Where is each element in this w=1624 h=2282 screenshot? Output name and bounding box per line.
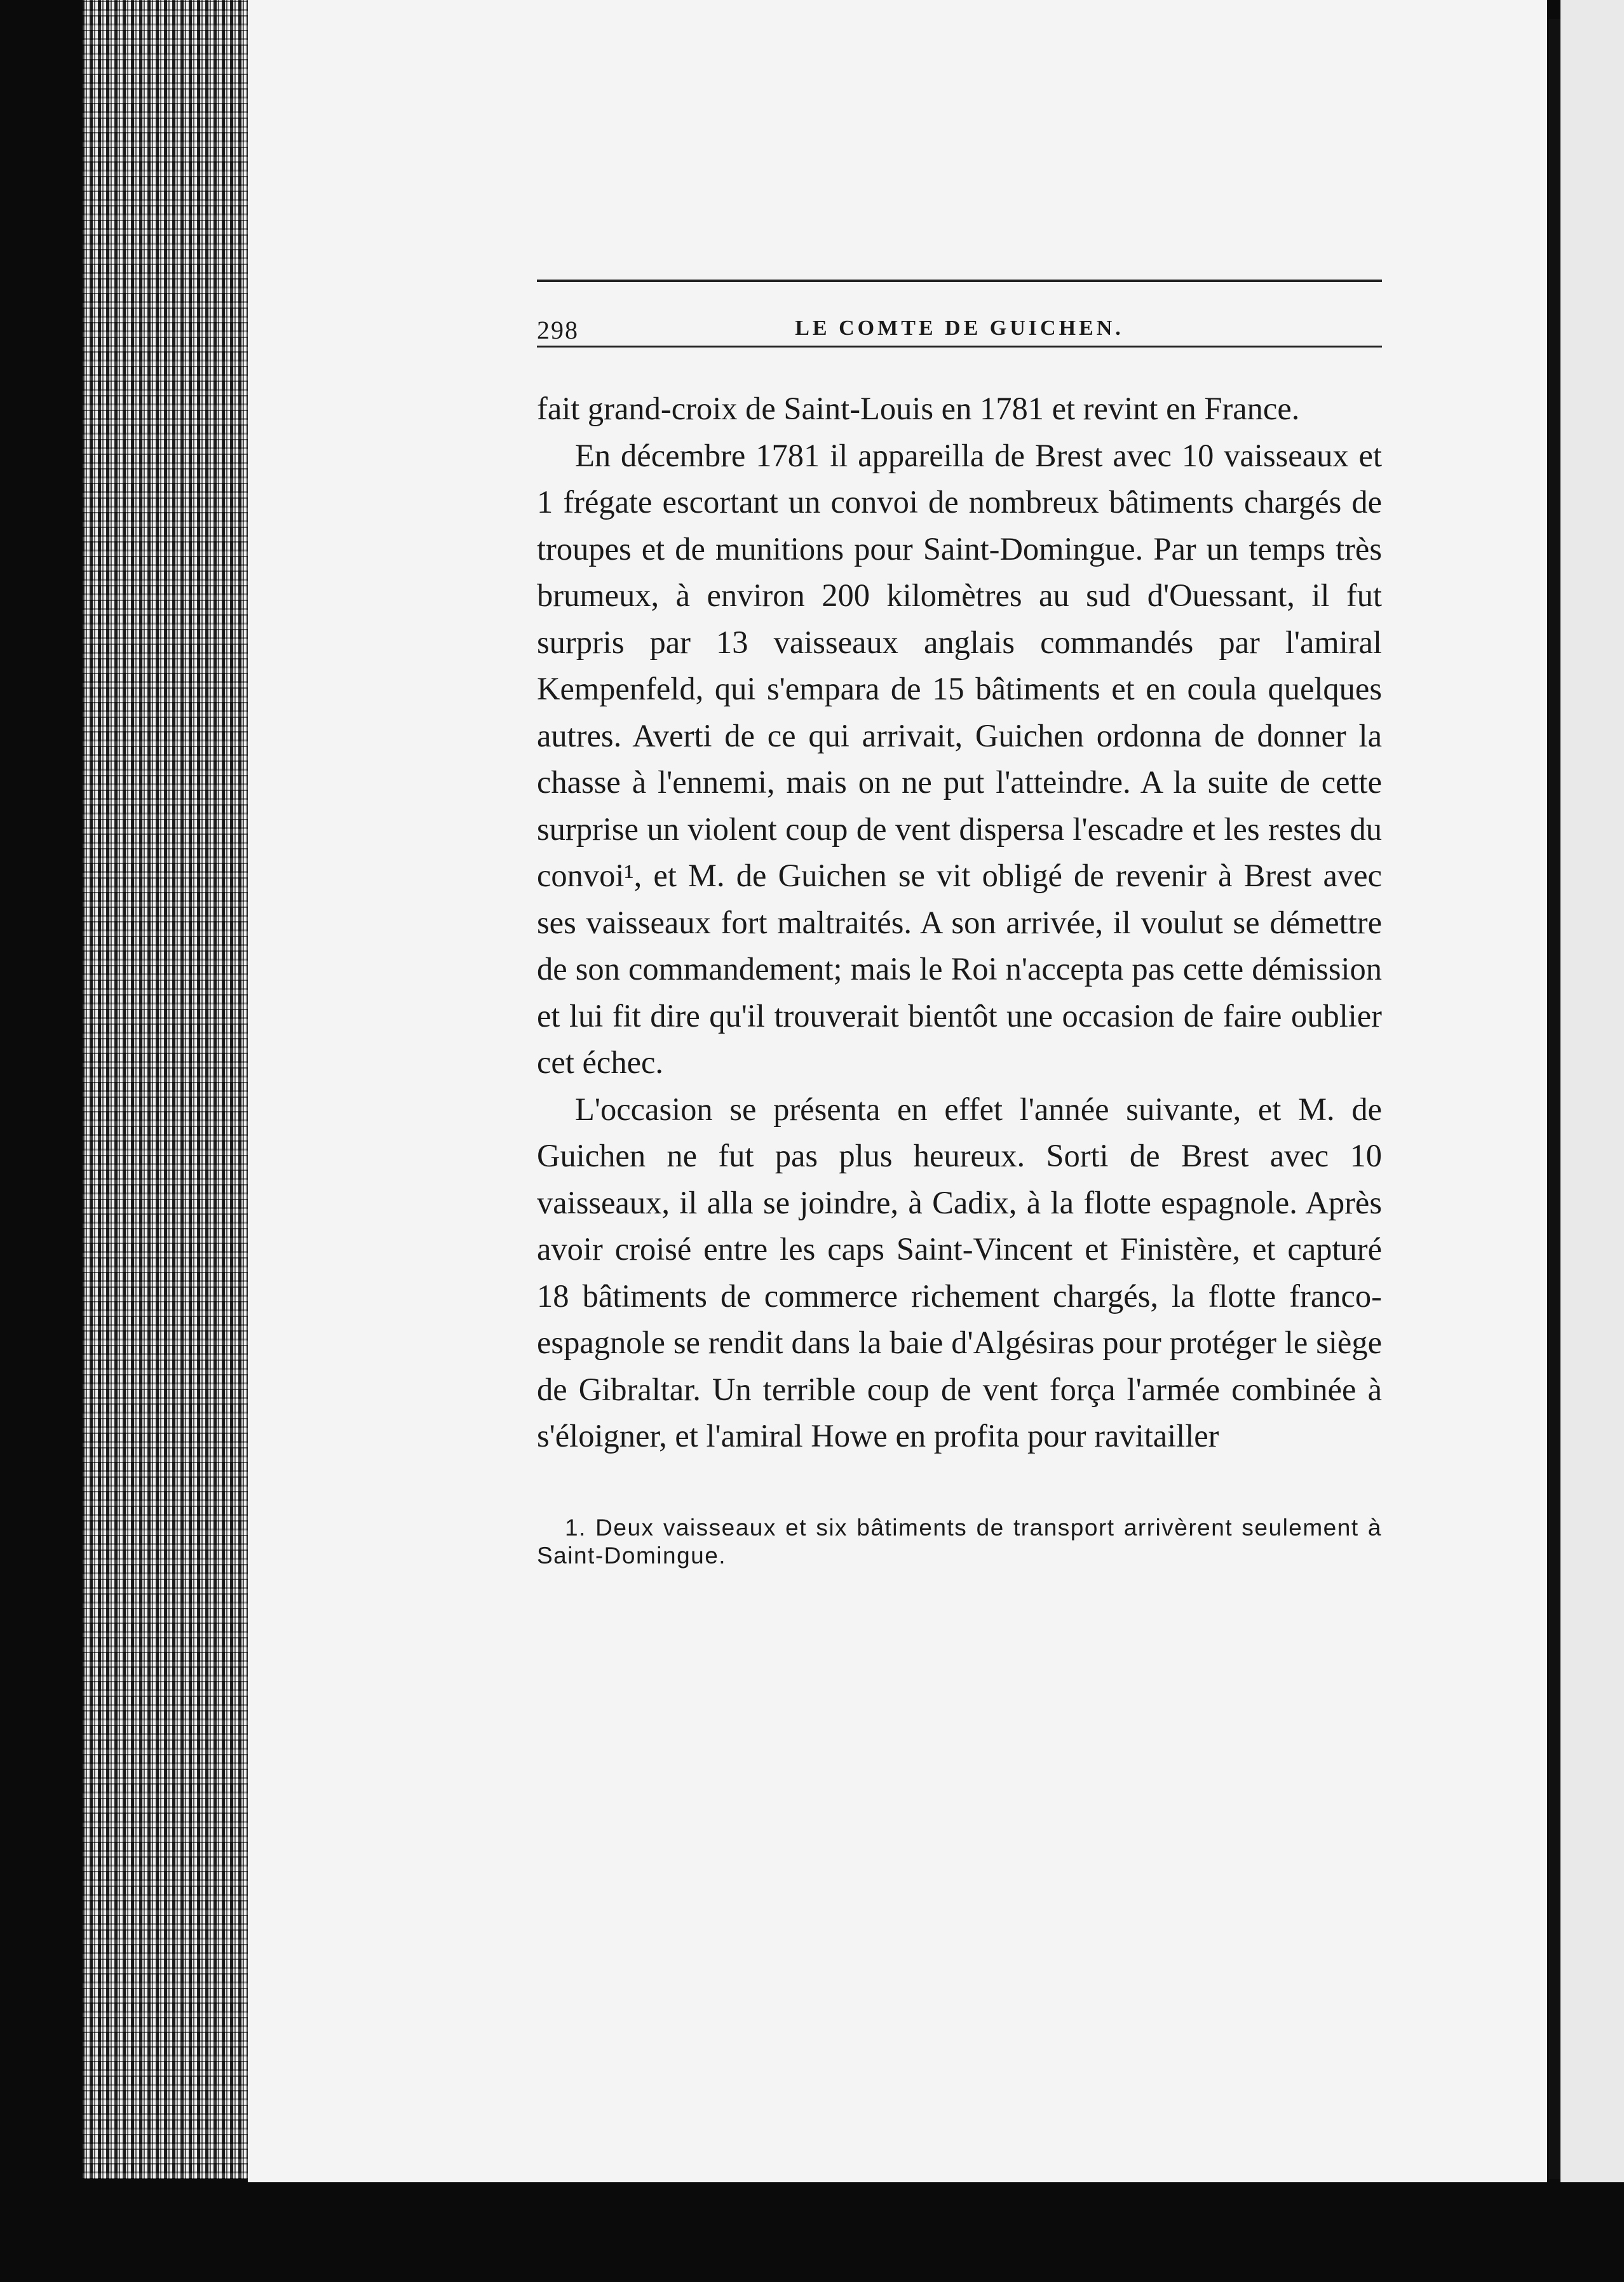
- footnote: [537, 1514, 1382, 1570]
- body-text: [537, 386, 1382, 1460]
- paragraph: En décembre 1781 il appareilla de Brest avec 10 vaisseaux et 1 frégate escortant un convoi de nombreux bâtiments chargés de troupes et de munitions pour Saint-Domingue. Par un temps très brumeux, à environ 200 kilomètres au sud d'Ouessant, il fut surpris par 13 vaisseaux anglais commandés par l'amiral Kempenfeld, qui s'empara de 15 bâtiments et en coula quelques autres. Averti de ce qui arrivait, Guichen ordonna de donner la chasse à l'ennemi, mais on ne put l'atteindre. A la suite de cette surprise un violent coup de vent dispersa l'escadre et les restes du convoi¹, et M. de Guichen se vit obligé de revenir à Brest avec ses vaisseaux fort maltraités. A son arrivée, il voulut se démettre de son commandement; mais le Roi n'accepta pas cette démission et lui fit dire qu'il trouverait bientôt une occasion de faire oublier cet échec.: [537, 437, 1382, 1080]
- running-title: LE COMTE DE GUICHEN.: [795, 316, 1124, 340]
- running-header: [537, 282, 1382, 346]
- header-bottom-rule: [537, 346, 1382, 348]
- paragraph: L'occasion se présenta en effet l'année suivante, et M. de Guichen ne fut pas plus heureux. Sorti de Brest avec 10 vaisseaux, il alla se joindre, à Cadix, à la flotte espagnole. Après avoir croisé entre les caps Saint-Vincent et Finistère, et capturé 18 bâtiments de commerce richement chargés, la flotte franco-espagnole se rendit dans la baie d'Algésiras pour protéger le siège de Gibraltar. Un terrible coup de vent força l'armée combinée à s'éloigner, et l'amiral Howe en profita pour ravitailler: [537, 1091, 1382, 1454]
- book-page-edge: [83, 0, 248, 2179]
- facing-page-edge: [1560, 0, 1624, 2182]
- page-gutter-shadow: [1549, 19, 1560, 2179]
- page-content: [537, 280, 1382, 1570]
- paragraph: fait grand-croix de Saint-Louis en 1781 et revint en France.: [537, 391, 1300, 426]
- footnote-text: 1. Deux vaisseaux et six bâtiments de transport arrivèrent seulement à Saint-Domingue.: [537, 1514, 1382, 1569]
- page-number: 298: [537, 316, 579, 344]
